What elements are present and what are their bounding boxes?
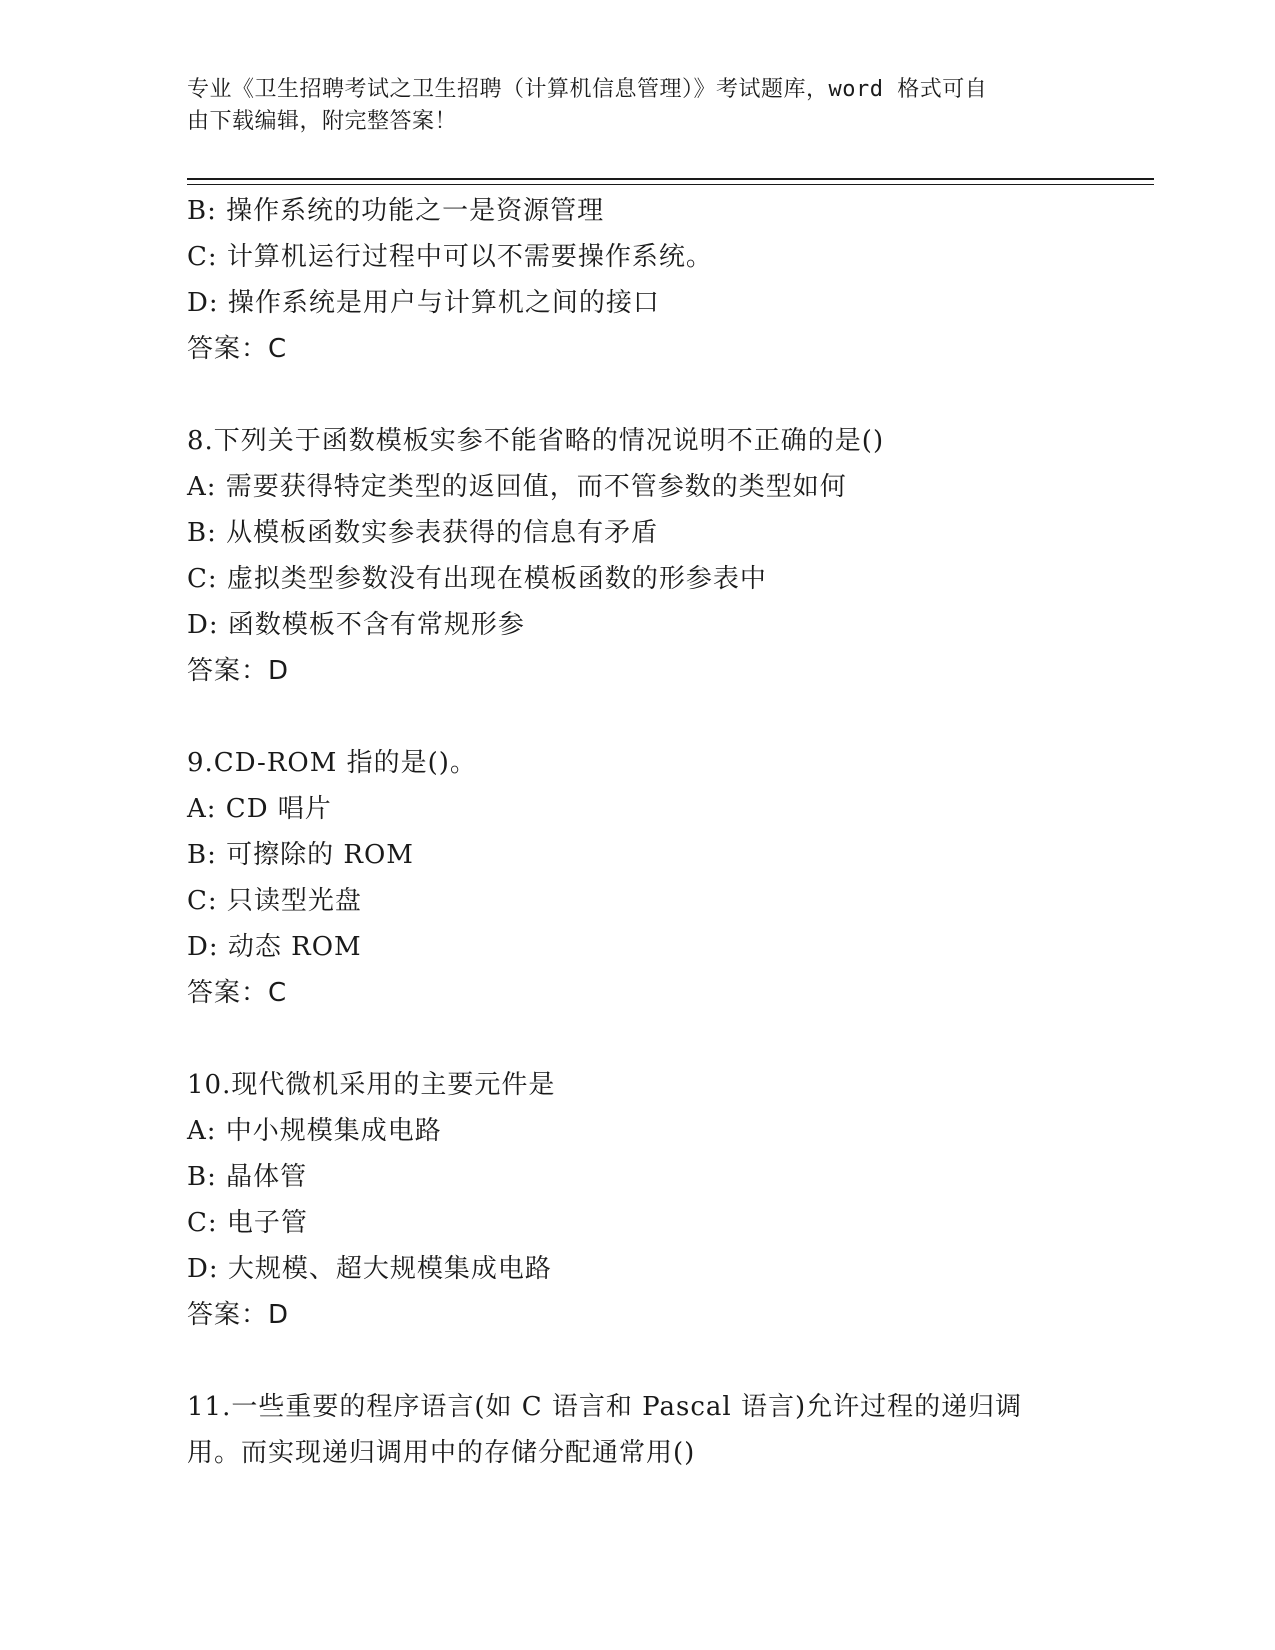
option-b: B: 从模板函数实参表获得的信息有矛盾 — [187, 518, 659, 548]
answer-line: 答案：D — [187, 1300, 290, 1330]
option-c: C: 电子管 — [187, 1208, 308, 1238]
option-b: B: 操作系统的功能之一是资源管理 — [187, 196, 605, 226]
option-d: D: 动态 ROM — [187, 932, 362, 962]
option-d: D: 函数模板不含有常规形参 — [187, 610, 525, 640]
answer-line: 答案：C — [187, 334, 288, 364]
option-a: A: 中小规模集成电路 — [187, 1116, 442, 1146]
question-9 — [187, 740, 1067, 1016]
option-c: C: 虚拟类型参数没有出现在模板函数的形参表中 — [187, 564, 767, 594]
answer-line: 答案：C — [187, 978, 288, 1008]
option-c: C: 只读型光盘 — [187, 886, 362, 916]
document-header — [187, 74, 1067, 138]
option-a: A: CD 唱片 — [187, 794, 332, 824]
question-7-continuation — [187, 188, 1067, 372]
header-line-1: 专业《卫生招聘考试之卫生招聘（计算机信息管理）》考试题库，word 格式可自 — [187, 77, 988, 102]
header-line-2: 由下载编辑，附完整答案！ — [187, 109, 458, 134]
header-divider-thin — [187, 184, 1154, 185]
answer-line: 答案：D — [187, 656, 290, 686]
question-11 — [187, 1384, 1067, 1476]
question-title: 8.下列关于函数模板实参不能省略的情况说明不正确的是() — [187, 426, 885, 456]
option-d: D: 操作系统是用户与计算机之间的接口 — [187, 288, 660, 318]
spacer — [187, 1016, 1067, 1062]
question-title: 10.现代微机采用的主要元件是 — [187, 1070, 556, 1100]
question-title-line-2: 用。而实现递归调用中的存储分配通常用() — [187, 1438, 696, 1468]
question-title: 9.CD-ROM 指的是()。 — [187, 748, 477, 778]
document-body — [187, 188, 1067, 1476]
option-c: C: 计算机运行过程中可以不需要操作系统。 — [187, 242, 713, 272]
spacer — [187, 1338, 1067, 1384]
question-title-line-1: 11.一些重要的程序语言(如 C 语言和 Pascal 语言)允许过程的递归调 — [187, 1392, 1023, 1422]
spacer — [187, 372, 1067, 418]
option-b: B: 可擦除的 ROM — [187, 840, 414, 870]
question-8 — [187, 418, 1067, 694]
option-a: A: 需要获得特定类型的返回值，而不管参数的类型如何 — [187, 472, 847, 502]
option-b: B: 晶体管 — [187, 1162, 308, 1192]
header-divider-thick — [187, 178, 1154, 180]
question-10 — [187, 1062, 1067, 1338]
option-d: D: 大规模、超大规模集成电路 — [187, 1254, 552, 1284]
spacer — [187, 694, 1067, 740]
